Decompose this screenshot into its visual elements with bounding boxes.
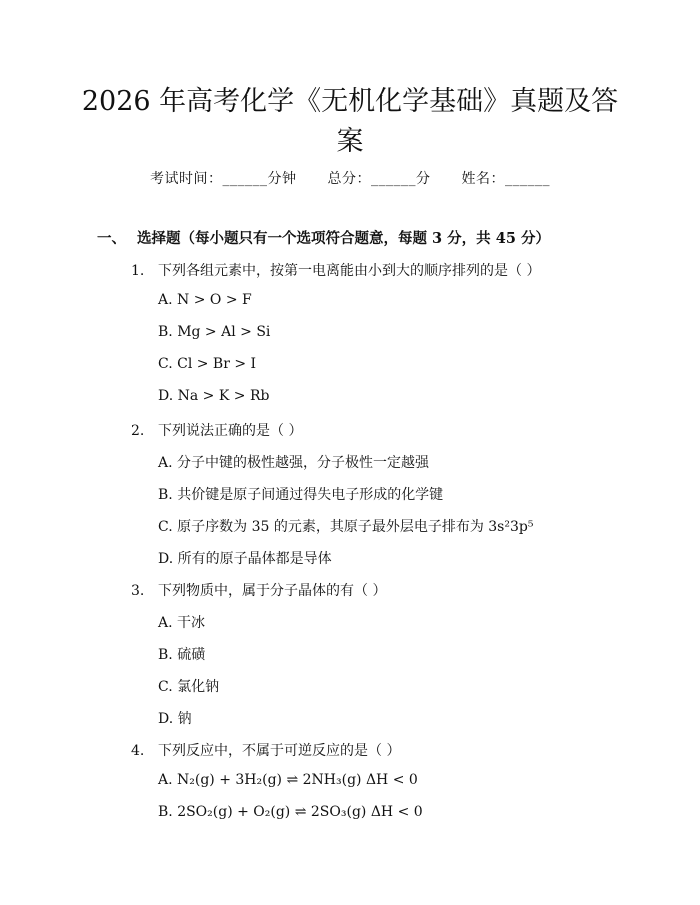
- option-2b: B. 共价键是原子间通过得失电子形成的化学键: [158, 487, 444, 503]
- document-title: 2026 年高考化学《无机化学基础》真题及答案: [81, 86, 619, 157]
- option-1a: A. N > O > F: [158, 292, 252, 308]
- option-3d: D. 钠: [158, 711, 192, 727]
- option-2d: D. 所有的原子晶体都是导体: [158, 551, 332, 567]
- question-number: 3.: [131, 583, 145, 599]
- question-text: 下列说法正确的是（ ）: [158, 423, 303, 439]
- exam-time-field: 考试时间：______分钟: [150, 171, 297, 187]
- question-number: 4.: [131, 743, 145, 759]
- question-number: 1.: [131, 263, 145, 279]
- option-1b: B. Mg > Al > Si: [158, 324, 271, 340]
- option-1c: C. Cl > Br > I: [158, 356, 257, 372]
- name-field: 姓名：______: [461, 171, 550, 187]
- option-4b: B. 2SO₂(g) + O₂(g) ⇌ 2SO₃(g) ΔH < 0: [158, 804, 423, 820]
- option-4a: A. N₂(g) + 3H₂(g) ⇌ 2NH₃(g) ΔH < 0: [158, 772, 418, 788]
- option-1d: D. Na > K > Rb: [158, 388, 270, 404]
- option-3a: A. 干冰: [158, 615, 206, 631]
- question-1: [131, 260, 540, 280]
- question-2: [131, 420, 302, 440]
- option-2a: A. 分子中键的极性越强，分子极性一定越强: [158, 455, 430, 471]
- section-heading: [97, 227, 550, 248]
- option-2c: C. 原子序数为 35 的元素，其原子最外层电子排布为 3s²3p⁵: [158, 519, 534, 535]
- question-number: 2.: [131, 423, 145, 439]
- question-text: 下列反应中，不属于可逆反应的是（ ）: [158, 743, 401, 759]
- question-4: [131, 740, 400, 760]
- option-3b: B. 硫磺: [158, 647, 206, 663]
- section-number: 一、: [97, 230, 126, 247]
- exam-info: [0, 168, 700, 188]
- question-3: [131, 580, 386, 600]
- question-text: 下列各组元素中，按第一电离能由小到大的顺序排列的是（ ）: [158, 263, 541, 279]
- total-score-field: 总分：______分: [327, 171, 431, 187]
- question-text: 下列物质中，属于分子晶体的有（ ）: [158, 583, 387, 599]
- option-3c: C. 氯化钠: [158, 679, 220, 695]
- section-title: 选择题（每小题只有一个选项符合题意，每题 3 分，共 45 分）: [137, 230, 550, 247]
